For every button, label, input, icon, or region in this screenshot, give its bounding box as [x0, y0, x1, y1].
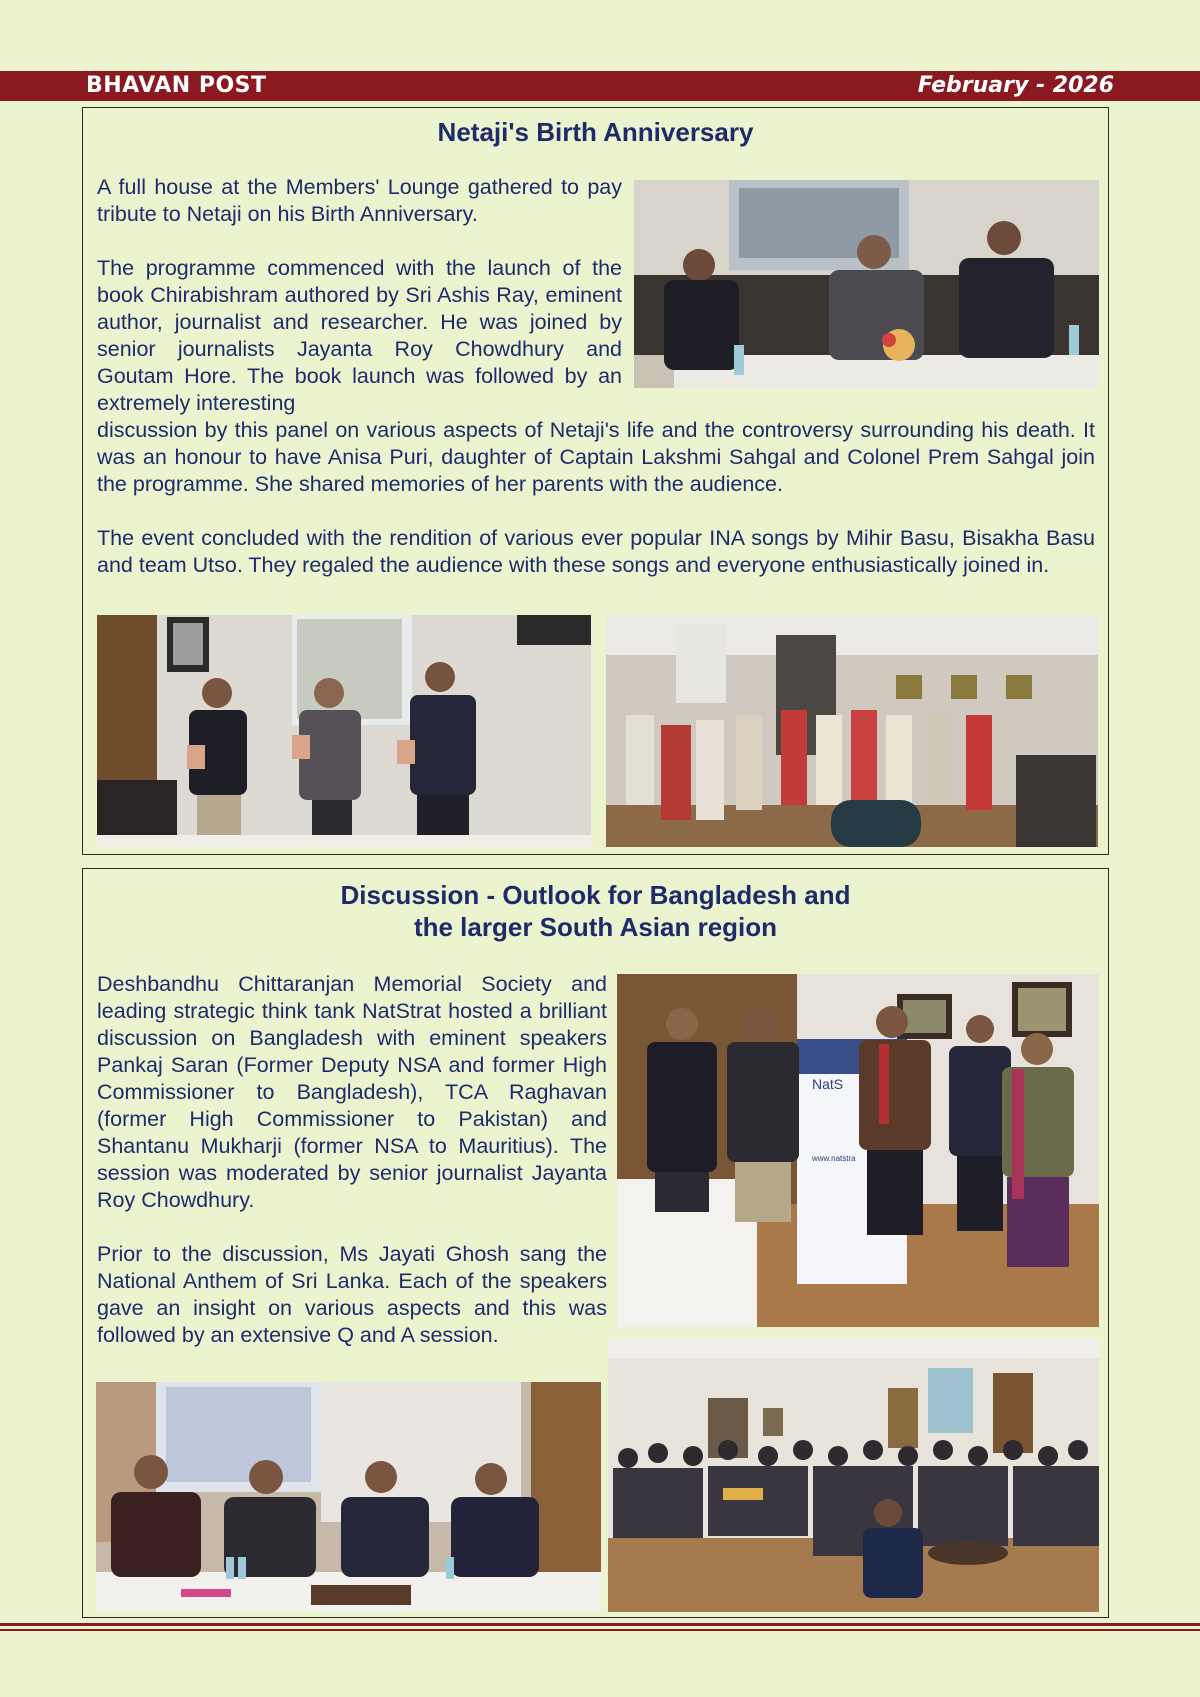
- article-paragraph: The programme commenced with the launch of the book Chirabishram authored by Sri Ashis Ray, eminent author, journalist and researcher. He was joined by senior journalists Jayanta Roy Chowdhury and Goutam Hore. The book launch was followed by an extremely interesting: [97, 256, 622, 415]
- photo-speakers-natstrat: [617, 974, 1099, 1327]
- article-title: Netaji's Birth Anniversary: [437, 117, 754, 147]
- publication-name: BHAVAN POST: [86, 73, 267, 98]
- banner-logo-text: NatS: [812, 1076, 844, 1092]
- article-paragraph: discussion by this panel on various aspects of Netaji's life and the controversy surrounding his death. It was an honour to have Anisa Puri, daughter of Captain Lakshmi Sahgal and Colonel Prem Sahgal join the programme. She shared memories of her parents with the audience.: [97, 418, 1095, 496]
- footer-rule-thick: [0, 1623, 1200, 1626]
- photo-book-launch: [97, 615, 591, 847]
- footer-rule-thin: [0, 1629, 1200, 1631]
- article-title-line2: the larger South Asian region: [413, 912, 778, 942]
- article-netaji: [82, 107, 1109, 855]
- article-title-line1: Discussion - Outlook for Bangladesh and: [340, 880, 851, 910]
- photo-panel-seated: [96, 1382, 601, 1612]
- article-paragraph: A full house at the Members' Lounge gathered to pay tribute to Netaji on his Birth Anniversary.: [97, 175, 622, 226]
- banner-url-text: www.natstra: [812, 1154, 856, 1163]
- photo-ina-songs: [606, 615, 1098, 847]
- issue-date: February - 2026: [917, 73, 1114, 98]
- article-bangladesh: [82, 868, 1109, 1618]
- article-paragraph: The event concluded with the rendition of various ever popular INA songs by Mihir Basu, Bisakha Basu and team Utso. They regaled the audience with these songs and everyone enthusiastically joined in.: [97, 526, 1095, 577]
- article-paragraph: Prior to the discussion, Ms Jayati Ghosh sang the National Anthem of Sri Lanka. Each of the speakers gave an insight on various aspects and this was followed by an extensive Q and A session.: [97, 1242, 607, 1347]
- masthead: [0, 71, 1200, 101]
- photo-audience: [608, 1338, 1099, 1612]
- article-paragraph: Deshbandhu Chittaranjan Memorial Society and leading strategic think tank NatStrat hosted a brilliant discussion on Bangladesh with eminent speakers Pankaj Saran (Former Deputy NSA and former High Commissioner to Bangladesh), TCA Raghavan (former High Commissioner to Pakistan) and Shantanu Mukharji (former NSA to Mauritius). The session was moderated by senior journalist Jayanta Roy Chowdhury.: [97, 972, 607, 1212]
- photo-panel-discussion: [634, 180, 1099, 388]
